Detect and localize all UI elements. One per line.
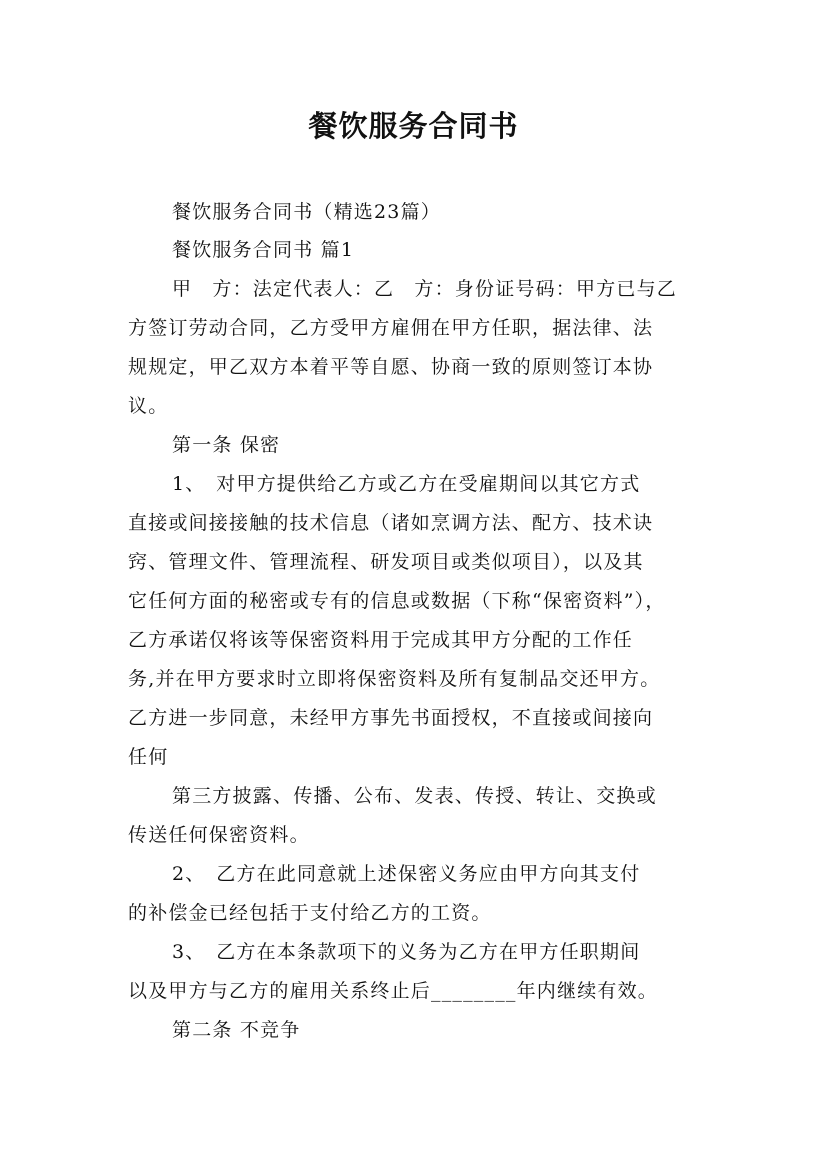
section-heading: 餐饮服务合同书 篇1	[172, 239, 355, 261]
article-heading: 第二条 不竞争	[172, 1019, 301, 1041]
paragraph-line: 直接或间接接触的技术信息（诸如烹调方法、配方、技术诀	[128, 512, 654, 534]
paragraph-line: 传送任何保密资料。	[128, 824, 310, 846]
paragraph-line: 它任何方面的秘密或专有的信息或数据（下称“保密资料”），	[128, 590, 666, 612]
paragraph-line: 任何	[128, 746, 169, 768]
article-heading: 第一条 保密	[172, 434, 281, 456]
paragraph-line: 窍、管理文件、管理流程、研发项目或类似项目），以及其	[128, 551, 644, 573]
paragraph-line: 1、 对甲方提供给乙方或乙方在受雇期间以其它方式	[172, 473, 641, 495]
paragraph-line: 甲 方：法定代表人：乙 方：身份证号码：甲方已与乙	[172, 278, 678, 300]
paragraph-line: 2、 乙方在此同意就上述保密义务应由甲方向其支付	[172, 863, 641, 885]
paragraph-line: 3、 乙方在本条款项下的义务为乙方在甲方任职期间	[172, 941, 641, 963]
paragraph-line: 乙方承诺仅将该等保密资料用于完成其甲方分配的工作任	[128, 629, 634, 651]
paragraph-line: 以及甲方与乙方的雇用关系终止后________年内继续有效。	[128, 980, 659, 1002]
paragraph-line: 第三方披露、传播、公布、发表、传授、转让、交换或	[172, 785, 657, 807]
paragraph-line: 议。	[128, 395, 169, 417]
paragraph-line: 规规定，甲乙双方本着平等自愿、协商一致的原则签订本协	[128, 356, 654, 378]
paragraph-line: 的补偿金已经包括于支付给乙方的工资。	[128, 902, 492, 924]
collection-heading: 餐饮服务合同书（精选23篇）	[172, 201, 441, 223]
document-title: 餐饮服务合同书	[308, 109, 519, 143]
paragraph-line: 务,并在甲方要求时立即将保密资料及所有复制品交还甲方。	[128, 668, 661, 690]
paragraph-line: 乙方进一步同意，未经甲方事先书面授权，不直接或间接向	[128, 707, 654, 729]
paragraph-line: 方签订劳动合同，乙方受甲方雇佣在甲方任职，据法律、法	[128, 317, 654, 339]
